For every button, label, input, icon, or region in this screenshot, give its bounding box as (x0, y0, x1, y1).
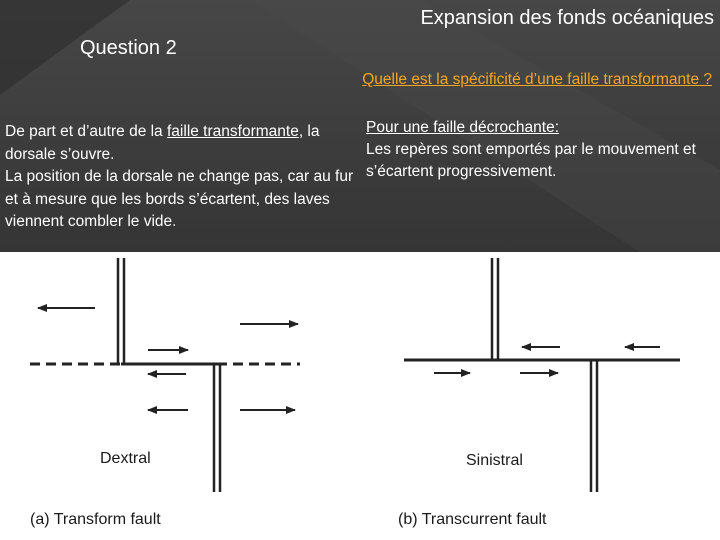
dextral-label: Dextral (100, 450, 151, 467)
caption-transform-fault: (a) Transform fault (30, 511, 161, 528)
explanation-line-2: La position de la dorsale ne change pas, car au fur et à mesure que les bords s’écartent, des laves viennent combler le vide. (5, 168, 354, 230)
slide-title: Expansion des fonds océaniques (420, 7, 714, 29)
transform-fault-diagram (30, 258, 300, 492)
caption-transcurrent-fault: (b) Transcurrent fault (398, 511, 547, 528)
question-subtitle: Quelle est la spécificité d’une faille transformante ? (362, 71, 712, 88)
question-heading: Question 2 (80, 37, 177, 59)
sinistral-label: Sinistral (466, 452, 523, 469)
strike-slip-body: Les repères sont emportés par le mouvement et s’écartent progressivement. (366, 141, 696, 180)
fault-diagram (0, 252, 720, 540)
transcurrent-fault-diagram (404, 258, 680, 492)
strike-slip-heading: Pour une faille décrochante: (366, 119, 560, 136)
explanation-part-3: , la dorsale s’ouvre. (5, 123, 320, 163)
strike-slip-explanation (366, 117, 720, 183)
fault-diagram-figure (0, 252, 720, 540)
explanation-part-1: De part et d’autre de la (5, 123, 167, 140)
explanation-term: faille transformante (167, 123, 299, 140)
transform-fault-explanation (5, 121, 365, 234)
